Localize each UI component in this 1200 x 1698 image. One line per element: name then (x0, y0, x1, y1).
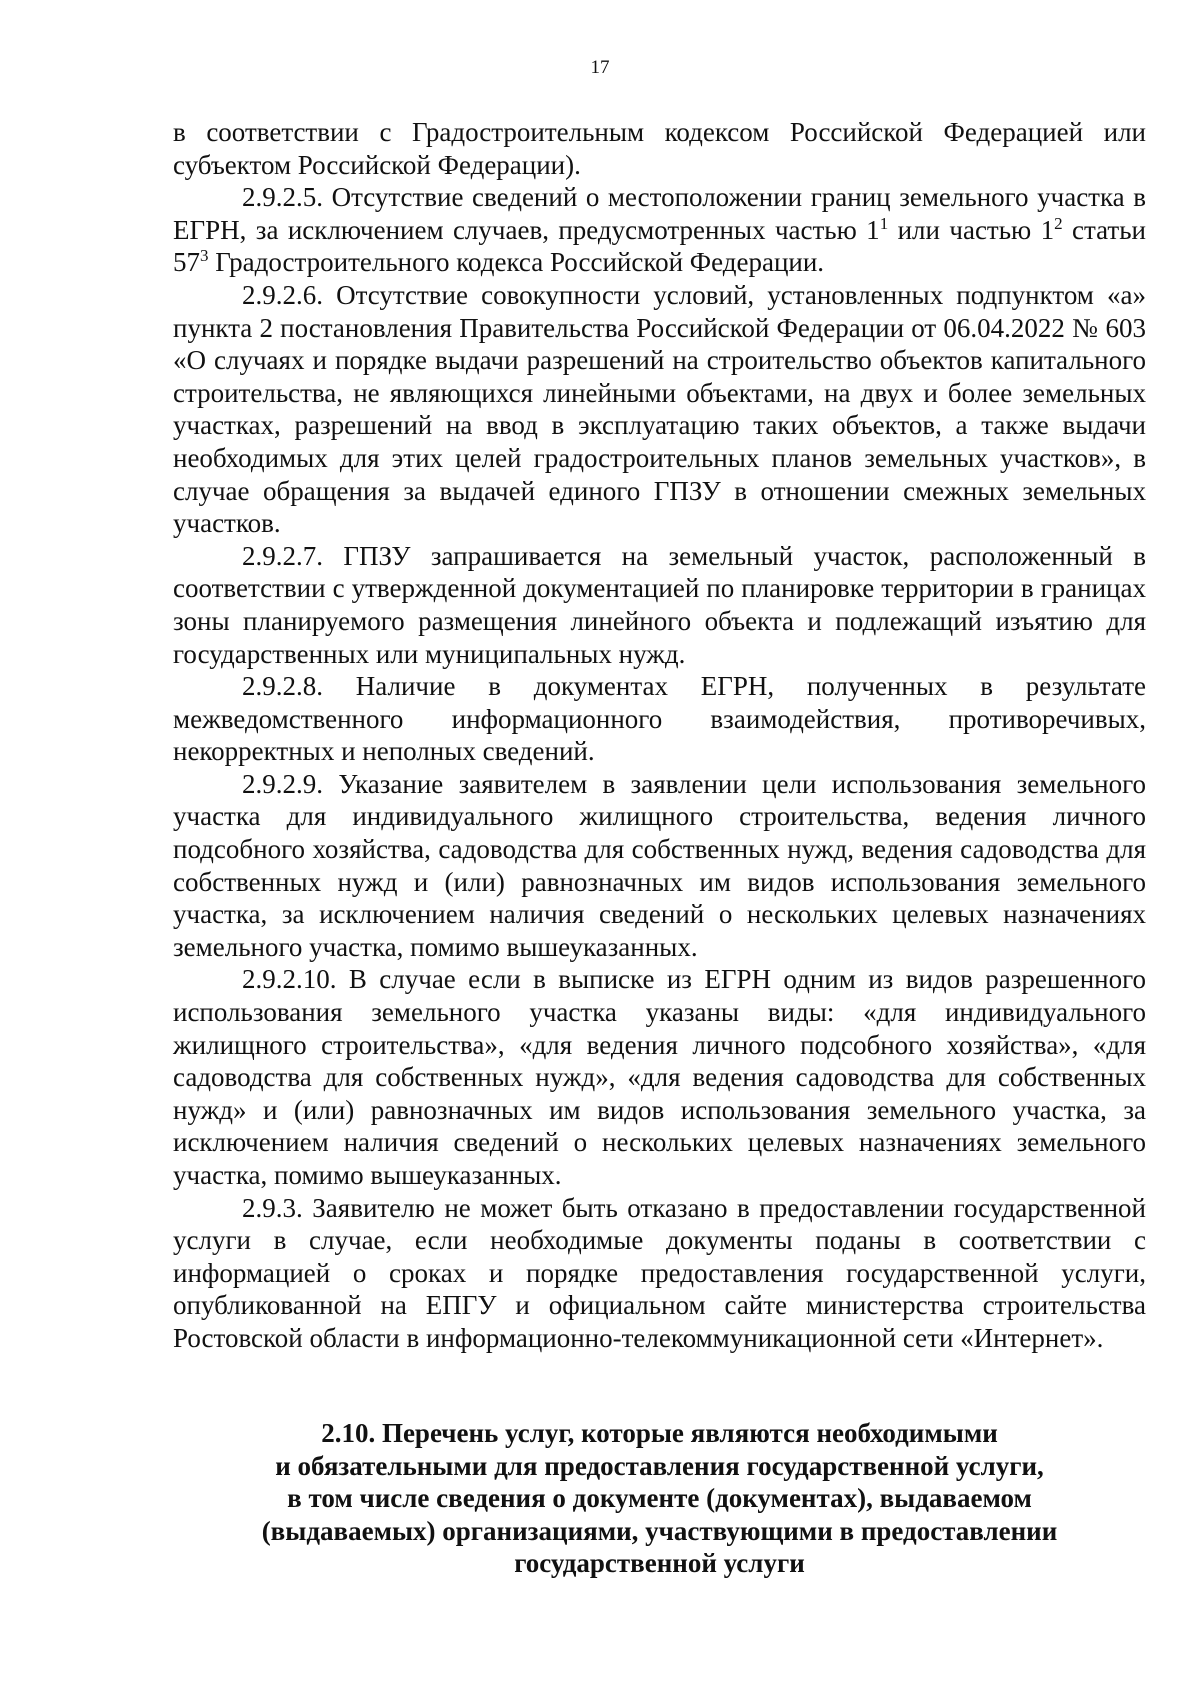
paragraph-2-9-2-5 (173, 181, 1146, 279)
paragraph-text: или частью 1 (888, 214, 1055, 245)
paragraph-2-9-3: 2.9.3. Заявителю не может быть отказано в предоставлении государственной услуги в случае, если необходимые документы поданы в соответствии с информацией о сроках и порядке предоставления государственной услуги, опубликованной на ЕПГУ и официальном сайте министерства строительства Ростовской области в информационно-телекоммуникационной сети «Интернет». (173, 1192, 1146, 1353)
heading-line: государственной услуги (514, 1548, 805, 1579)
heading-line: (выдаваемых) организациями, участвующими в предоставлении (261, 1515, 1058, 1546)
paragraph-text: статьи 57 (173, 214, 1146, 278)
document-body (173, 116, 1146, 1355)
heading-line: в том числе сведения о документе (документах), выдаваемом (287, 1483, 1032, 1514)
paragraph-continuation: в соответствии с Градостроительным кодексом Российской Федерацией или субъектом Российской Федерации). (173, 117, 1146, 180)
superscript: 2 (1054, 213, 1063, 233)
paragraph-2-9-2-8: 2.9.2.8. Наличие в документах ЕГРН, полученных в результате межведомственного информационного взаимодействия, противоречивых, некорректных и неполных сведений. (173, 671, 1146, 767)
page-number: 17 (590, 57, 610, 78)
heading-line: 2.10. Перечень услуг, которые являются необходимыми (321, 1418, 998, 1448)
paragraph-text: Градостроительного кодекса Российской Федерации. (208, 247, 825, 278)
paragraph-text: 2.9.2.5. Отсутствие сведений о местоположении границ земельного участка в ЕГРН, за исключением случаев, предусмотренных частью 1 (173, 182, 1146, 245)
paragraph-2-9-2-10: 2.9.2.10. В случае если в выписке из ЕГРН одним из видов разрешенного использования земельного участка указаны виды: «для индивидуального жилищного строительства», «для ведения личного подсобного хозяйства», «для садоводства для собственных нужд», «для ведения садоводства для собственных нужд» и (или) равнозначных им видов использования земельного участка, за исключением наличия сведений о нескольких целевых назначениях земельного участка, помимо вышеуказанных. (173, 964, 1146, 1190)
paragraph-2-9-2-9: 2.9.2.9. Указание заявителем в заявлении цели использования земельного участка для индивидуального жилищного строительства, ведения личного подсобного хозяйства, садоводства для собственных нужд, ведения садоводства для собственных нужд и (или) равнозначных им видов использования земельного участка, за исключением наличия сведений о нескольких целевых назначениях земельного участка, помимо вышеуказанных. (173, 768, 1146, 962)
paragraph-2-9-2-6: 2.9.2.6. Отсутствие совокупности условий, установленных подпунктом «а» пункта 2 постановления Правительства Российской Федерации от 06.04.2022 № 603 «О случаях и порядке выдачи разрешений на строительство объектов капитального строительства, не являющихся линейными объектами, на двух и более земельных участках, разрешений на ввод в эксплуатацию таких объектов, а также выдачи необходимых для этих целей градостроительных планов земельных участков», в случае обращения за выдачей единого ГПЗУ в отношении смежных земельных участков. (173, 279, 1146, 539)
superscript: 1 (879, 213, 889, 233)
paragraph-2-9-2-7: 2.9.2.7. ГПЗУ запрашивается на земельный участок, расположенный в соответствии с утвержденной документацией по планировке территории в границах зоны планируемого размещения линейного объекта и подлежащий изъятию для государственных или муниципальных нужд. (173, 540, 1146, 669)
heading-line: и обязательными для предоставления государственной услуги, (275, 1450, 1044, 1481)
superscript: 3 (200, 246, 209, 266)
section-heading-2-10 (173, 1417, 1146, 1580)
